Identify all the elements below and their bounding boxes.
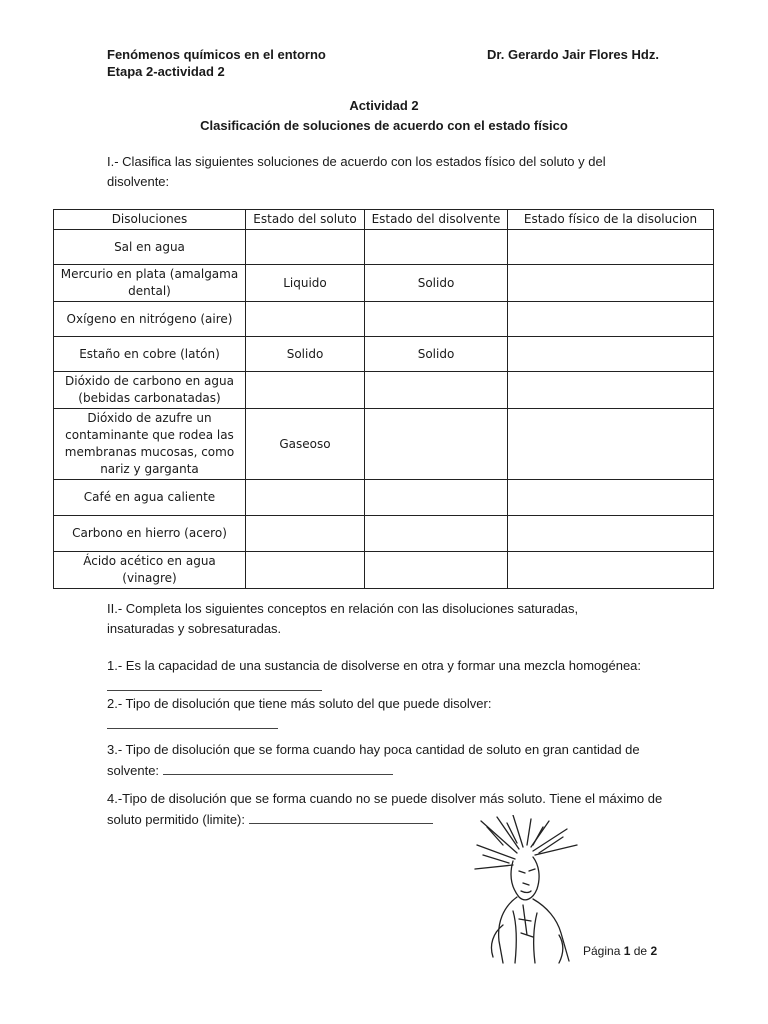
cell-solute-state[interactable] xyxy=(246,516,365,552)
question-4-text: 4.-Tipo de disolución que se forma cuando no se puede disolver más soluto. Tiene el máximo de soluto permitido (limite): xyxy=(107,791,663,827)
question-1 xyxy=(107,656,677,697)
cell-solution: Carbono en hierro (acero) xyxy=(54,516,246,552)
cell-solution-state[interactable] xyxy=(508,516,714,552)
cell-solute-state[interactable]: Gaseoso xyxy=(246,409,365,480)
cell-solution: Dióxido de azufre un contaminante que rodea las membranas mucosas, como nariz y garganta xyxy=(54,409,246,480)
total-pages: 2 xyxy=(650,944,658,958)
cell-solution-state[interactable] xyxy=(508,552,714,589)
table-header-row xyxy=(54,210,714,230)
question-1-text: 1.- Es la capacidad de una sustancia de disolverse en otra y formar una mezcla homogénea: xyxy=(107,658,642,673)
cell-solution-state[interactable] xyxy=(508,372,714,409)
cell-solute-state[interactable] xyxy=(246,480,365,516)
table-row xyxy=(54,265,714,302)
cell-solvent-state[interactable] xyxy=(365,302,508,337)
table-row xyxy=(54,480,714,516)
cell-solvent-state[interactable] xyxy=(365,480,508,516)
answer-blank-3[interactable] xyxy=(163,760,393,775)
question-3 xyxy=(107,740,663,781)
current-page: 1 xyxy=(623,944,631,958)
answer-blank-2[interactable] xyxy=(107,714,278,729)
of-word: de xyxy=(633,944,648,958)
table-row xyxy=(54,516,714,552)
cell-solvent-state[interactable]: Solido xyxy=(365,337,508,372)
question-2-text: 2.- Tipo de disolución que tiene más soluto del que puede disolver: xyxy=(107,696,492,711)
cell-solution-state[interactable] xyxy=(508,480,714,516)
table-row xyxy=(54,302,714,337)
cell-solution: Ácido acético en agua (vinagre) xyxy=(54,552,246,589)
cell-solution-state[interactable] xyxy=(508,337,714,372)
cell-solution-state[interactable] xyxy=(508,302,714,337)
activity-subtitle: Clasificación de soluciones de acuerdo con el estado físico xyxy=(200,118,568,133)
cell-solvent-state[interactable]: Solido xyxy=(365,265,508,302)
table-row xyxy=(54,409,714,480)
character-sketch-illustration xyxy=(473,815,585,965)
section1-instruction: I.- Clasifica las siguientes soluciones de acuerdo con los estados físico del soluto y del disolvente: xyxy=(107,154,606,189)
cell-solution: Mercurio en plata (amalgama dental) xyxy=(54,265,246,302)
stage-label: Etapa 2-actividad 2 xyxy=(107,64,225,79)
cell-solvent-state[interactable] xyxy=(365,516,508,552)
cell-solvent-state[interactable] xyxy=(365,552,508,589)
cell-solute-state[interactable]: Liquido xyxy=(246,265,365,302)
cell-solution: Dióxido de carbono en agua (bebidas carbonatadas) xyxy=(54,372,246,409)
cell-solution: Café en agua caliente xyxy=(54,480,246,516)
page-word: Página xyxy=(583,944,621,958)
activity-title: Actividad 2 xyxy=(349,98,419,113)
column-header: Estado físico de la disolucion xyxy=(508,210,714,230)
cell-solute-state[interactable] xyxy=(246,302,365,337)
cell-solute-state[interactable] xyxy=(246,372,365,409)
cell-solvent-state[interactable] xyxy=(365,372,508,409)
teacher-name: Dr. Gerardo Jair Flores Hdz. xyxy=(487,47,659,62)
column-header: Estado del disolvente xyxy=(365,210,508,230)
cell-solvent-state[interactable] xyxy=(365,230,508,265)
section2-instruction: II.- Completa los siguientes conceptos en relación con las disoluciones saturadas, insaturadas y sobresaturadas. xyxy=(107,601,579,636)
cell-solution: Oxígeno en nitrógeno (aire) xyxy=(54,302,246,337)
cell-solution: Estaño en cobre (latón) xyxy=(54,337,246,372)
answer-blank-4[interactable] xyxy=(249,809,433,824)
cell-solute-state[interactable]: Solido xyxy=(246,337,365,372)
page-number xyxy=(583,944,657,958)
cell-solution-state[interactable] xyxy=(508,409,714,480)
cell-solution: Sal en agua xyxy=(54,230,246,265)
question-3-text: 3.- Tipo de disolución que se forma cuando hay poca cantidad de soluto en gran cantidad de solvente: xyxy=(107,742,640,778)
question-2 xyxy=(107,694,677,735)
course-name: Fenómenos químicos en el entorno xyxy=(107,47,326,62)
column-header: Disoluciones xyxy=(54,210,246,230)
answer-blank-1[interactable] xyxy=(107,676,322,691)
cell-solution-state[interactable] xyxy=(508,230,714,265)
cell-solute-state[interactable] xyxy=(246,552,365,589)
column-header: Estado del soluto xyxy=(246,210,365,230)
solutions-table xyxy=(53,209,714,589)
table-row xyxy=(54,337,714,372)
cell-solution-state[interactable] xyxy=(508,265,714,302)
cell-solute-state[interactable] xyxy=(246,230,365,265)
table-row xyxy=(54,372,714,409)
cell-solvent-state[interactable] xyxy=(365,409,508,480)
table-row xyxy=(54,552,714,589)
table-row xyxy=(54,230,714,265)
